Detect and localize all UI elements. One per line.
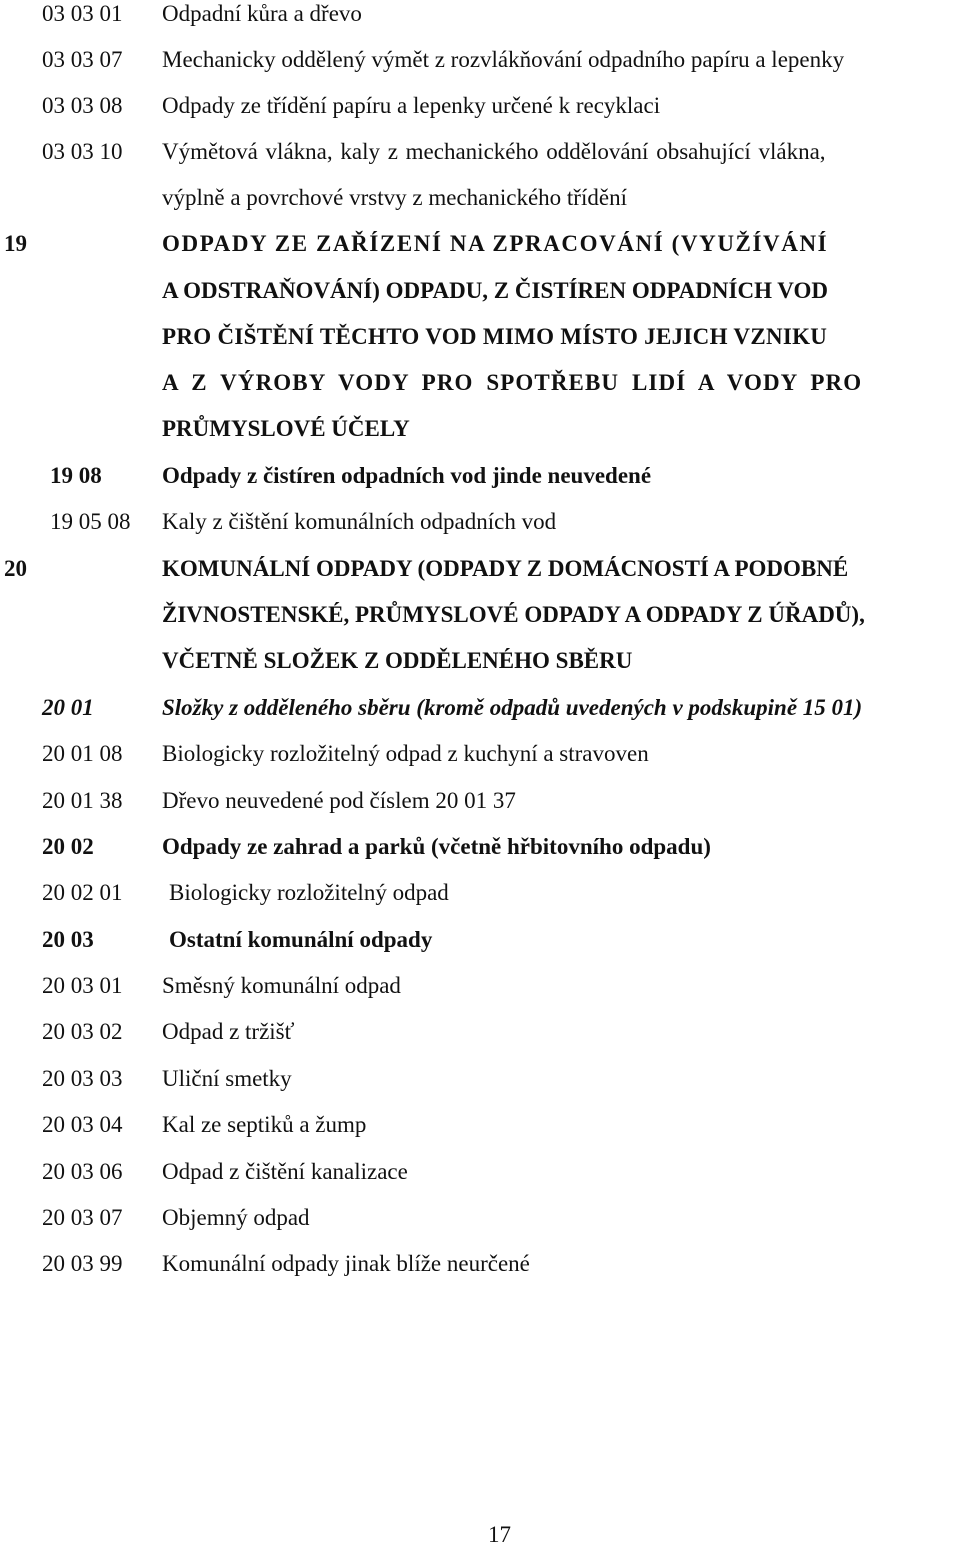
- list-item: [0, 506, 960, 538]
- group-title: PRŮMYSLOVÉ ÚČELY: [162, 416, 410, 441]
- waste-code: 20 02 01: [42, 880, 123, 905]
- waste-description: Výmětová vlákna, kaly z mechanického oddělování obsahující vlákna,: [162, 139, 826, 164]
- subgroup-title: Ostatní komunální odpady: [169, 927, 433, 952]
- subgroup-heading: [0, 831, 960, 863]
- list-item: [0, 1156, 960, 1188]
- waste-description: Uliční smetky: [162, 1066, 292, 1091]
- list-item-continuation: [0, 182, 960, 214]
- subgroup-heading: [0, 924, 960, 956]
- waste-code: 03 03 08: [42, 93, 123, 118]
- subgroup-code: 19 08: [50, 463, 102, 488]
- subgroup-code: 20 03: [42, 927, 94, 952]
- list-item: [0, 970, 960, 1002]
- group-heading-continuation: [0, 413, 960, 445]
- list-item: [0, 0, 960, 30]
- waste-code: 03 03 01: [42, 1, 123, 26]
- waste-description: Biologicky rozložitelný odpad: [169, 880, 449, 905]
- list-item: [0, 90, 960, 122]
- waste-description: Dřevo neuvedené pod číslem 20 01 37: [162, 788, 516, 813]
- waste-description: Odpad z tržišť: [162, 1019, 295, 1044]
- waste-code: 20 03 02: [42, 1019, 123, 1044]
- subgroup-title: Odpady z čistíren odpadních vod jinde neuvedené: [162, 463, 652, 488]
- waste-description: Mechanicky oddělený výmět z rozvlákňování odpadního papíru a lepenky: [162, 47, 845, 72]
- waste-description: Odpad z čištění kanalizace: [162, 1159, 408, 1184]
- list-item: [0, 1016, 960, 1048]
- waste-code: 20 03 07: [42, 1205, 123, 1230]
- waste-code: 20 03 06: [42, 1159, 123, 1184]
- waste-code: 03 03 07: [42, 47, 123, 72]
- group-heading-continuation: [0, 367, 960, 399]
- waste-code: 20 03 04: [42, 1112, 123, 1137]
- list-item: [0, 738, 960, 770]
- waste-description: Kaly z čištění komunálních odpadních vod: [162, 509, 557, 534]
- list-item: [0, 877, 960, 909]
- subgroup-title: Odpady ze zahrad a parků (včetně hřbitovního odpadu): [162, 834, 711, 859]
- waste-code: 19 05 08: [50, 509, 131, 534]
- waste-code: 20 01 38: [42, 788, 123, 813]
- waste-description: Kal ze septiků a žump: [162, 1112, 367, 1137]
- group-heading-continuation: [0, 645, 960, 677]
- group-title: VČETNĚ SLOŽEK Z ODDĚLENÉHO SBĚRU: [162, 648, 633, 673]
- waste-description: Směsný komunální odpad: [162, 973, 401, 998]
- group-title: PRO ČIŠTĚNÍ TĚCHTO VOD MIMO MÍSTO JEJICH VZNIKU: [162, 324, 828, 349]
- group-heading-continuation: [0, 275, 960, 307]
- group-code: 19: [4, 231, 27, 256]
- subgroup-heading: [0, 460, 960, 492]
- waste-description: Odpady ze třídění papíru a lepenky určené k recyklaci: [162, 93, 661, 118]
- list-item: [0, 136, 960, 168]
- group-heading: [0, 553, 960, 585]
- group-title: ŽIVNOSTENSKÉ, PRŮMYSLOVÉ ODPADY A ODPADY Z ÚŘADŮ),: [162, 602, 865, 627]
- list-item: [0, 1202, 960, 1234]
- group-title: KOMUNÁLNÍ ODPADY (ODPADY Z DOMÁCNOSTÍ A PODOBNÉ: [162, 556, 849, 581]
- list-item: [0, 1063, 960, 1095]
- subgroup-code: 20 01: [42, 695, 94, 720]
- group-heading-continuation: [0, 599, 960, 631]
- group-title: A Z VÝROBY VODY PRO SPOTŘEBU LIDÍ A VODY PRO: [162, 370, 863, 395]
- waste-description: Odpadní kůra a dřevo: [162, 1, 362, 26]
- list-item: [0, 44, 960, 76]
- subgroup-code: 20 02: [42, 834, 94, 859]
- group-heading: [0, 228, 960, 260]
- list-item: [0, 1109, 960, 1141]
- group-title: ODPADY ZE ZAŘÍZENÍ NA ZPRACOVÁNÍ (VYUŽÍVÁNÍ: [162, 231, 829, 256]
- waste-description: Biologicky rozložitelný odpad z kuchyní a stravoven: [162, 741, 649, 766]
- waste-code: 20 03 99: [42, 1251, 123, 1276]
- waste-description: Objemný odpad: [162, 1205, 310, 1230]
- waste-code: 20 03 01: [42, 973, 123, 998]
- page-number: 17: [488, 1522, 511, 1547]
- list-item: [0, 1248, 960, 1280]
- waste-code: 03 03 10: [42, 139, 123, 164]
- group-code: 20: [4, 556, 27, 581]
- waste-description: Komunální odpady jinak blíže neurčené: [162, 1251, 530, 1276]
- list-item: [0, 785, 960, 817]
- waste-description: výplně a povrchové vrstvy z mechanického třídění: [162, 185, 627, 210]
- subgroup-title: Složky z odděleného sběru (kromě odpadů uvedených v podskupině 15 01): [162, 695, 863, 720]
- group-title: A ODSTRAŇOVÁNÍ) ODPADU, Z ČISTÍREN ODPADNÍCH VOD: [162, 278, 828, 303]
- group-heading-continuation: [0, 321, 960, 353]
- waste-code: 20 01 08: [42, 741, 123, 766]
- waste-code: 20 03 03: [42, 1066, 123, 1091]
- subgroup-heading: [0, 692, 960, 724]
